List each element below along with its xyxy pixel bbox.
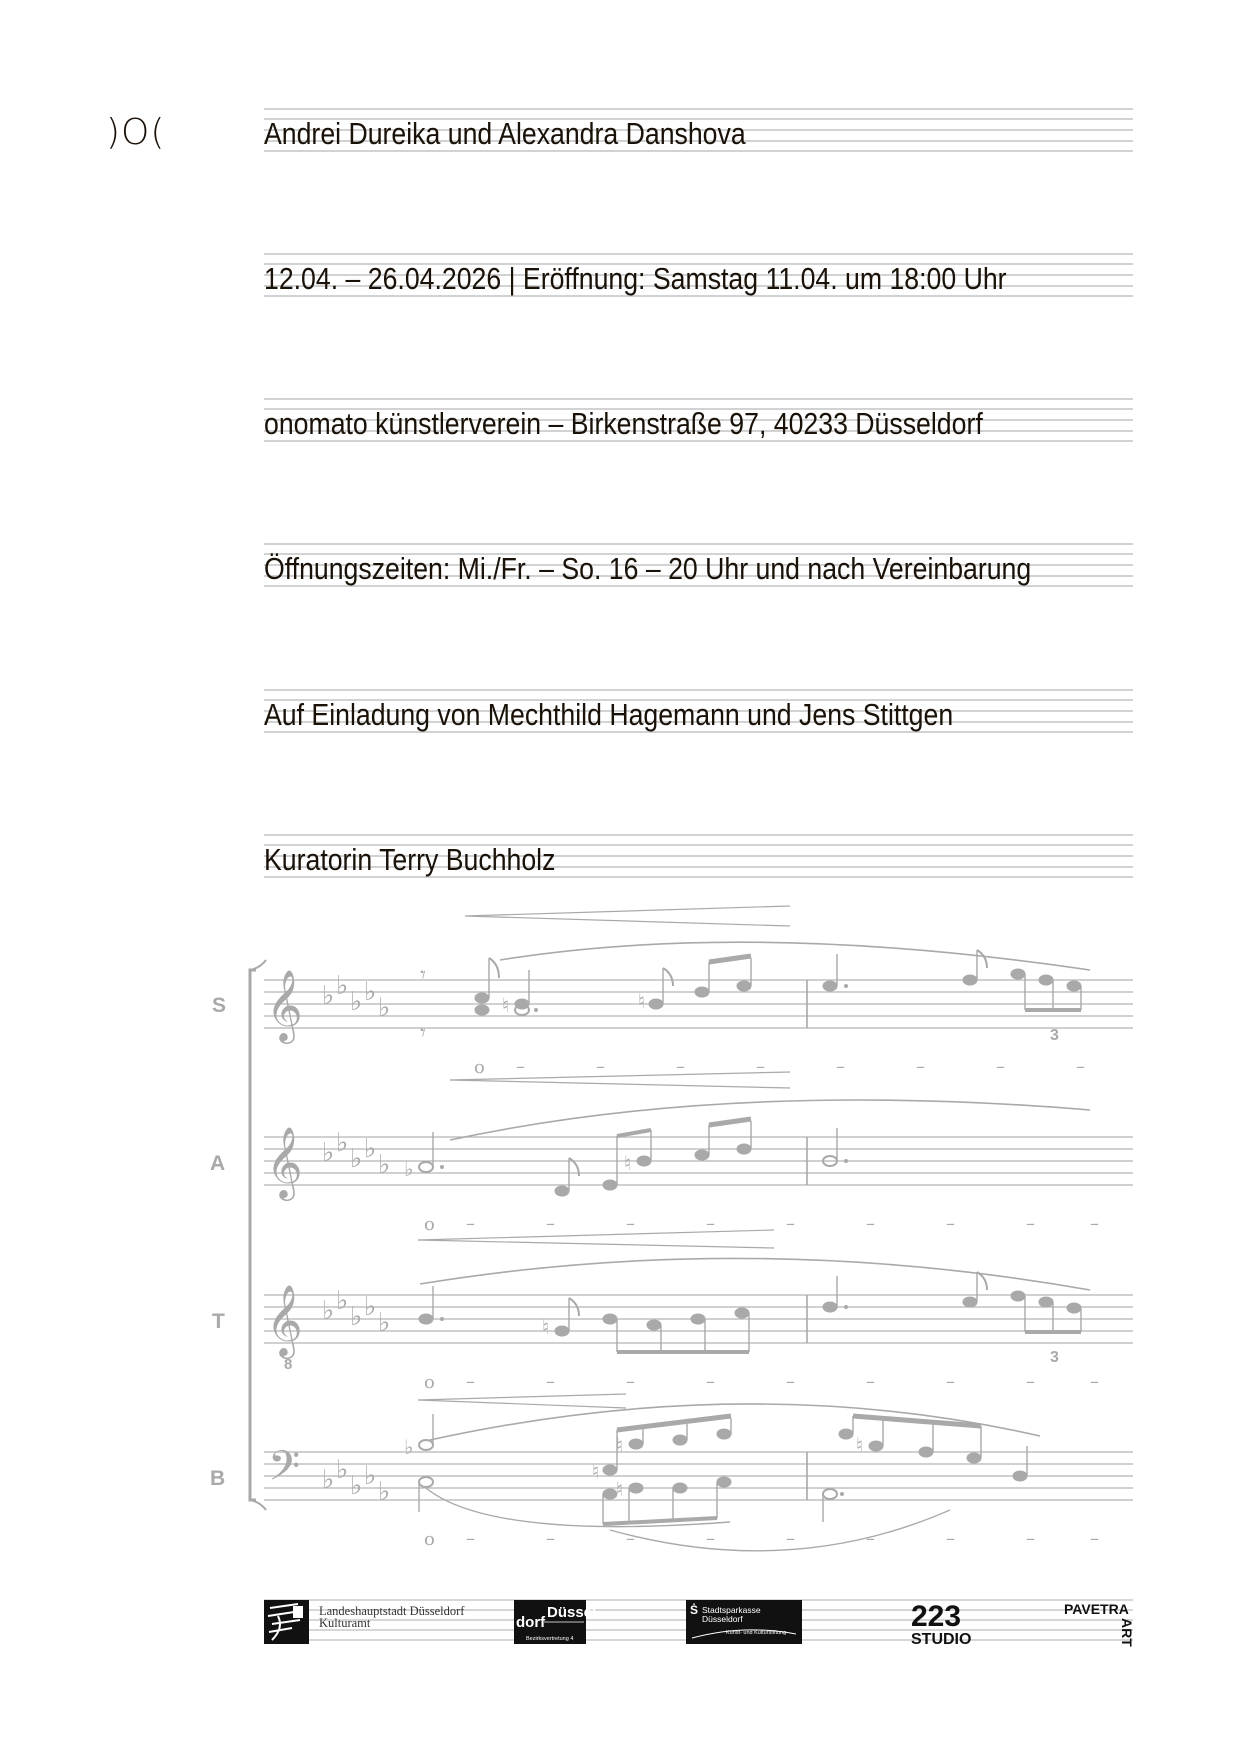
svg-text:–: – — [516, 1056, 525, 1077]
svg-text:–: – — [546, 1371, 555, 1392]
svg-text:–: – — [946, 1528, 955, 1549]
svg-text:–: – — [1090, 1371, 1099, 1392]
svg-text:–: – — [786, 1213, 795, 1234]
voice-label-a: A — [210, 1152, 226, 1175]
music-score: ♭ ♭ ♭ ♭ ♭ S A T B 𝄞 𝄾 𝄾 ♮ ♮ 3 o – – – – – – – – 𝄞 ♭ ♮ o – – – – – – – – – 𝄞 8 ♮ 3 o – – – – – – – – – 𝄢 ♭ ♮ ♮ ♮ ♮ o – – – – – – – – – — [190, 874, 1099, 1550]
svg-text:STUDIO: STUDIO — [911, 1631, 972, 1648]
svg-text:–: – — [546, 1213, 555, 1234]
svg-text:–: – — [706, 1371, 715, 1392]
svg-text:–: – — [916, 1056, 925, 1077]
opening-hours: Öffnungszeiten: Mi./Fr. – So. 16 – 20 Uhr und nach Vereinbarung — [264, 551, 1032, 586]
svg-text:𝄢: 𝄢 — [268, 1442, 301, 1500]
svg-text:𝄞: 𝄞 — [266, 968, 303, 1041]
voice-label-t: T — [212, 1310, 225, 1333]
invitation: Auf Einladung von Mechthild Hagemann und Jens Stittgen — [264, 697, 954, 732]
dates-line — [264, 253, 1133, 297]
curator: Kuratorin Terry Buchholz — [264, 842, 556, 877]
lyric-syllable-b: o — [424, 1529, 435, 1550]
svg-text:–: – — [1026, 1371, 1035, 1392]
svg-text:–: – — [676, 1056, 685, 1077]
svg-text:𝄞: 𝄞 — [266, 1283, 303, 1356]
svg-text:–: – — [1090, 1213, 1099, 1234]
svg-text:–: – — [946, 1213, 955, 1234]
svg-text:–: – — [1076, 1056, 1085, 1077]
svg-text:–: – — [706, 1213, 715, 1234]
svg-text:♮: ♮ — [616, 1477, 624, 1501]
svg-text:♮: ♮ — [502, 993, 510, 1017]
svg-text:–: – — [786, 1528, 795, 1549]
address-line — [264, 398, 1133, 442]
svg-text:♭: ♭ — [404, 1157, 414, 1181]
svg-text:Düsseldorf: Düsseldorf — [702, 1614, 743, 1624]
svg-text:♮: ♮ — [592, 1459, 600, 1483]
svg-text:–: – — [626, 1528, 635, 1549]
svg-text:–: – — [466, 1371, 475, 1392]
sparkasse-logo — [686, 1600, 802, 1644]
svg-text:♮: ♮ — [624, 1151, 632, 1175]
svg-text:–: – — [466, 1213, 475, 1234]
svg-text:–: – — [866, 1528, 875, 1549]
svg-text:–: – — [596, 1056, 605, 1077]
svg-text:–: – — [866, 1213, 875, 1234]
svg-text:♮: ♮ — [616, 1433, 624, 1457]
lyric-syllable-t: o — [424, 1372, 435, 1393]
svg-text:𝄞: 𝄞 — [266, 1125, 303, 1198]
svg-text:–: – — [1026, 1213, 1035, 1234]
invitation-line — [264, 689, 1133, 733]
curator-line — [264, 834, 1133, 878]
exhibition-dates: 12.04. – 26.04.2026 | Eröffnung: Samstag 11.04. um 18:00 Uhr — [264, 261, 1007, 296]
svg-text:–: – — [946, 1371, 955, 1392]
triplet-mark-s: 3 — [1050, 1027, 1059, 1044]
svg-text:–: – — [626, 1213, 635, 1234]
svg-text:dorf: dorf — [516, 1614, 546, 1631]
svg-text:223: 223 — [911, 1600, 962, 1633]
svg-text:♮: ♮ — [542, 1315, 550, 1339]
svg-text:–: – — [1090, 1528, 1099, 1549]
svg-text:ART: ART — [1119, 1618, 1135, 1647]
voice-label-s: S — [212, 994, 227, 1017]
studio-223-logo — [911, 1600, 971, 1648]
artist-names: Andrei Dureika und Alexandra Danshova — [264, 116, 746, 151]
svg-text:♮: ♮ — [856, 1433, 864, 1457]
sponsor-bar — [264, 1598, 1133, 1654]
svg-text:–: – — [706, 1528, 715, 1549]
kulturamt-logo — [264, 1600, 465, 1644]
svg-text:Kunst- und Kulturstiftung: Kunst- und Kulturstiftung — [726, 1630, 787, 1636]
svg-text:–: – — [626, 1371, 635, 1392]
artist-names-line — [264, 108, 1133, 152]
svg-text:–: – — [756, 1056, 765, 1077]
svg-text:♭: ♭ — [404, 1435, 414, 1459]
venue-address: onomato künstlerverein – Birkenstraße 97, 40233 Düsseldorf — [264, 406, 983, 441]
triplet-mark-t: 3 — [1050, 1349, 1059, 1366]
lyric-syllable-a: o — [424, 1214, 435, 1235]
kulturamt-subname: Kulturamt — [319, 1616, 371, 1630]
svg-text:♮: ♮ — [638, 989, 646, 1013]
onomato-logo: )O( — [106, 112, 166, 153]
sparkasse-icon: Ṡ — [690, 1603, 699, 1617]
svg-text:–: – — [996, 1056, 1005, 1077]
svg-text:–: – — [546, 1528, 555, 1549]
bezirk-logo — [514, 1600, 596, 1644]
octave-mark: 8 — [284, 1356, 293, 1373]
svg-text:–: – — [866, 1371, 875, 1392]
kulturamt-name: Landeshauptstadt Düsseldorf — [319, 1604, 465, 1618]
svg-text:–: – — [836, 1056, 845, 1077]
svg-text:Stadtsparkasse: Stadtsparkasse — [702, 1605, 761, 1615]
voice-label-b: B — [210, 1467, 226, 1490]
svg-text:Bezirksvertretung 4: Bezirksvertretung 4 — [526, 1636, 574, 1642]
lyric-syllable-s: o — [474, 1057, 485, 1078]
svg-text:𝄾: 𝄾 — [420, 963, 426, 988]
hours-line — [264, 543, 1133, 587]
svg-text:–: – — [466, 1528, 475, 1549]
svg-text:PAVETRA: PAVETRA — [1064, 1601, 1129, 1617]
svg-text:–: – — [786, 1371, 795, 1392]
svg-text:–: – — [1026, 1528, 1035, 1549]
svg-text:Düssel: Düssel — [547, 1604, 597, 1621]
svg-text:𝄾: 𝄾 — [420, 1021, 426, 1046]
